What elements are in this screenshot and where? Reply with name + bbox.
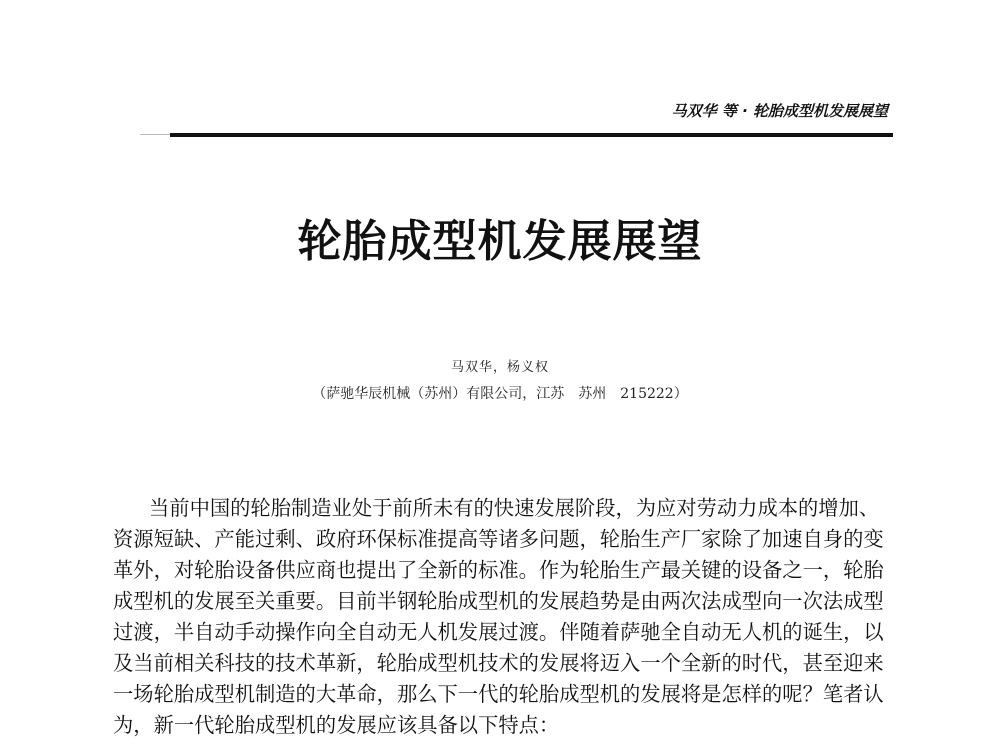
authors: 马双华，杨义权 — [450, 360, 549, 375]
body-line: 资源短缺、产能过剩、政府环保标准提高等诸多问题，轮胎生产厂家除了加速自身的变 — [113, 527, 884, 551]
affiliation: （萨驰华辰机械（苏州）有限公司，江苏 苏州 215222） — [312, 386, 688, 402]
body-line: 及当前相关科技的技术革新，轮胎成型机技术的发展将迈入一个全新的时代，甚至迎来 — [113, 651, 884, 675]
running-header: 马双华 等 · 轮胎成型机发展展望 — [671, 102, 888, 120]
body-line: 为，新一代轮胎成型机的发展应该具备以下特点： — [113, 713, 560, 737]
body-paragraph — [113, 493, 903, 741]
body-line: 当前中国的轮胎制造业处于前所未有的快速发展阶段，为应对劳动力成本的增加、 — [149, 496, 880, 520]
body-line: 成型机的发展至关重要。目前半钢轮胎成型机的发展趋势是由两次法成型向一次法成型 — [113, 589, 884, 613]
body-line: 过渡，半自动手动操作向全自动无人机发展过渡。伴随着萨驰全自动无人机的诞生，以 — [113, 620, 884, 644]
body-line: 一场轮胎成型机制造的大革命，那么下一代的轮胎成型机的发展将是怎样的呢？笔者认 — [113, 682, 884, 706]
body-line: 革外，对轮胎设备供应商也提出了全新的标准。作为轮胎生产最关键的设备之一，轮胎 — [113, 558, 884, 582]
header-rule — [170, 133, 893, 137]
paper-title: 轮胎成型机发展展望 — [297, 216, 703, 267]
